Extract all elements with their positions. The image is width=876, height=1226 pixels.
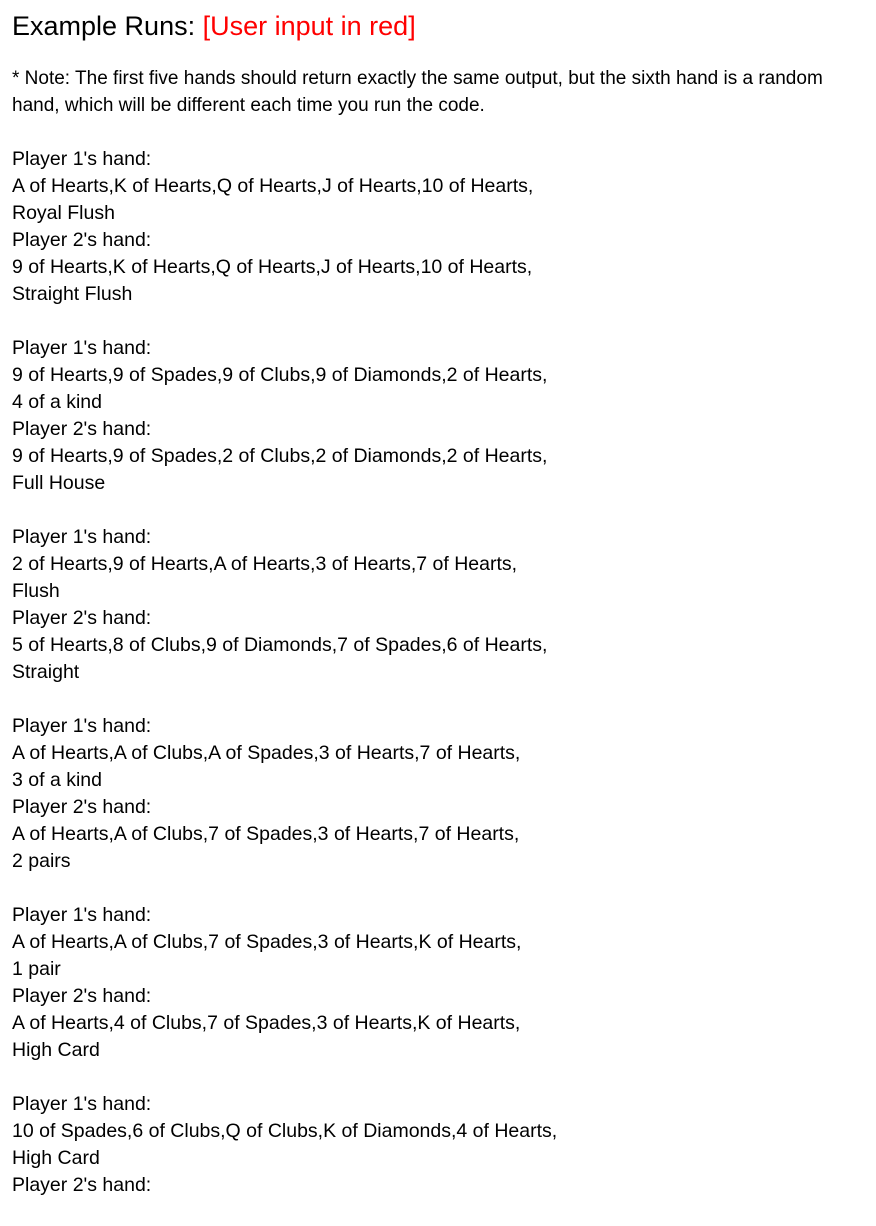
player1-result: 3 of a kind: [12, 769, 102, 791]
player2-result: Full House: [12, 472, 106, 494]
player2-hand-label: Player 2's hand:: [12, 1174, 152, 1196]
page-title: [12, 9, 876, 43]
player1-cards: 2 of Hearts,9 of Hearts,A of Hearts,3 of Hearts,7 of Hearts,: [12, 553, 518, 575]
run-block: [12, 713, 876, 875]
run-block: [12, 146, 876, 308]
player2-result: High Card: [12, 1039, 100, 1061]
player1-result: Royal Flush: [12, 202, 115, 224]
player2-result: Straight Flush: [12, 283, 133, 305]
player2-cards: 5 of Hearts,8 of Clubs,9 of Diamonds,7 of Spades,6 of Hearts,: [12, 634, 548, 656]
player2-hand-label: Player 2's hand:: [12, 418, 152, 440]
player2-hand-label: Player 2's hand:: [12, 607, 152, 629]
run-block: [12, 524, 876, 686]
player2-hand-label: Player 2's hand:: [12, 229, 152, 251]
player2-cards: A of Hearts,A of Clubs,7 of Spades,3 of Hearts,7 of Hearts,: [12, 823, 520, 845]
player1-cards: 10 of Spades,6 of Clubs,Q of Clubs,K of Diamonds,4 of Hearts,: [12, 1120, 558, 1142]
player2-cards: 9 of Hearts,9 of Spades,2 of Clubs,2 of Diamonds,2 of Hearts,: [12, 445, 548, 467]
player2-cards: A of Hearts,4 of Clubs,7 of Spades,3 of Hearts,K of Hearts,: [12, 1012, 521, 1034]
player1-result: 4 of a kind: [12, 391, 102, 413]
player1-hand-label: Player 1's hand:: [12, 526, 152, 548]
player2-result: 2 pairs: [12, 850, 71, 872]
player1-hand-label: Player 1's hand:: [12, 337, 152, 359]
player2-result: Straight: [12, 661, 80, 683]
player1-hand-label: Player 1's hand:: [12, 148, 152, 170]
player1-cards: A of Hearts,A of Clubs,7 of Spades,3 of Hearts,K of Hearts,: [12, 931, 522, 953]
player1-hand-label: Player 1's hand:: [12, 1093, 152, 1115]
document-page: [12, 0, 876, 1226]
title-user-input-note: [User input in red]: [202, 11, 416, 41]
player1-cards: A of Hearts,A of Clubs,A of Spades,3 of Hearts,7 of Hearts,: [12, 742, 521, 764]
player2-hand-label: Player 2's hand:: [12, 985, 152, 1007]
player1-cards: A of Hearts,K of Hearts,Q of Hearts,J of Hearts,10 of Hearts,: [12, 175, 534, 197]
player1-result: Flush: [12, 580, 60, 602]
note-paragraph: * Note: The first five hands should return exactly the same output, but the sixth hand is a random hand, which will be different each time you run the code.: [12, 68, 823, 116]
title-text: Example Runs:: [12, 11, 203, 41]
run-block: [12, 335, 876, 497]
player1-result: High Card: [12, 1147, 100, 1169]
player2-cards: 9 of Hearts,K of Hearts,Q of Hearts,J of Hearts,10 of Hearts,: [12, 256, 533, 278]
player1-hand-label: Player 1's hand:: [12, 904, 152, 926]
example-runs: [12, 146, 876, 1199]
player1-cards: 9 of Hearts,9 of Spades,9 of Clubs,9 of Diamonds,2 of Hearts,: [12, 364, 548, 386]
player1-result: 1 pair: [12, 958, 61, 980]
run-block: [12, 902, 876, 1064]
run-block: [12, 1091, 876, 1199]
player2-hand-label: Player 2's hand:: [12, 796, 152, 818]
player1-hand-label: Player 1's hand:: [12, 715, 152, 737]
